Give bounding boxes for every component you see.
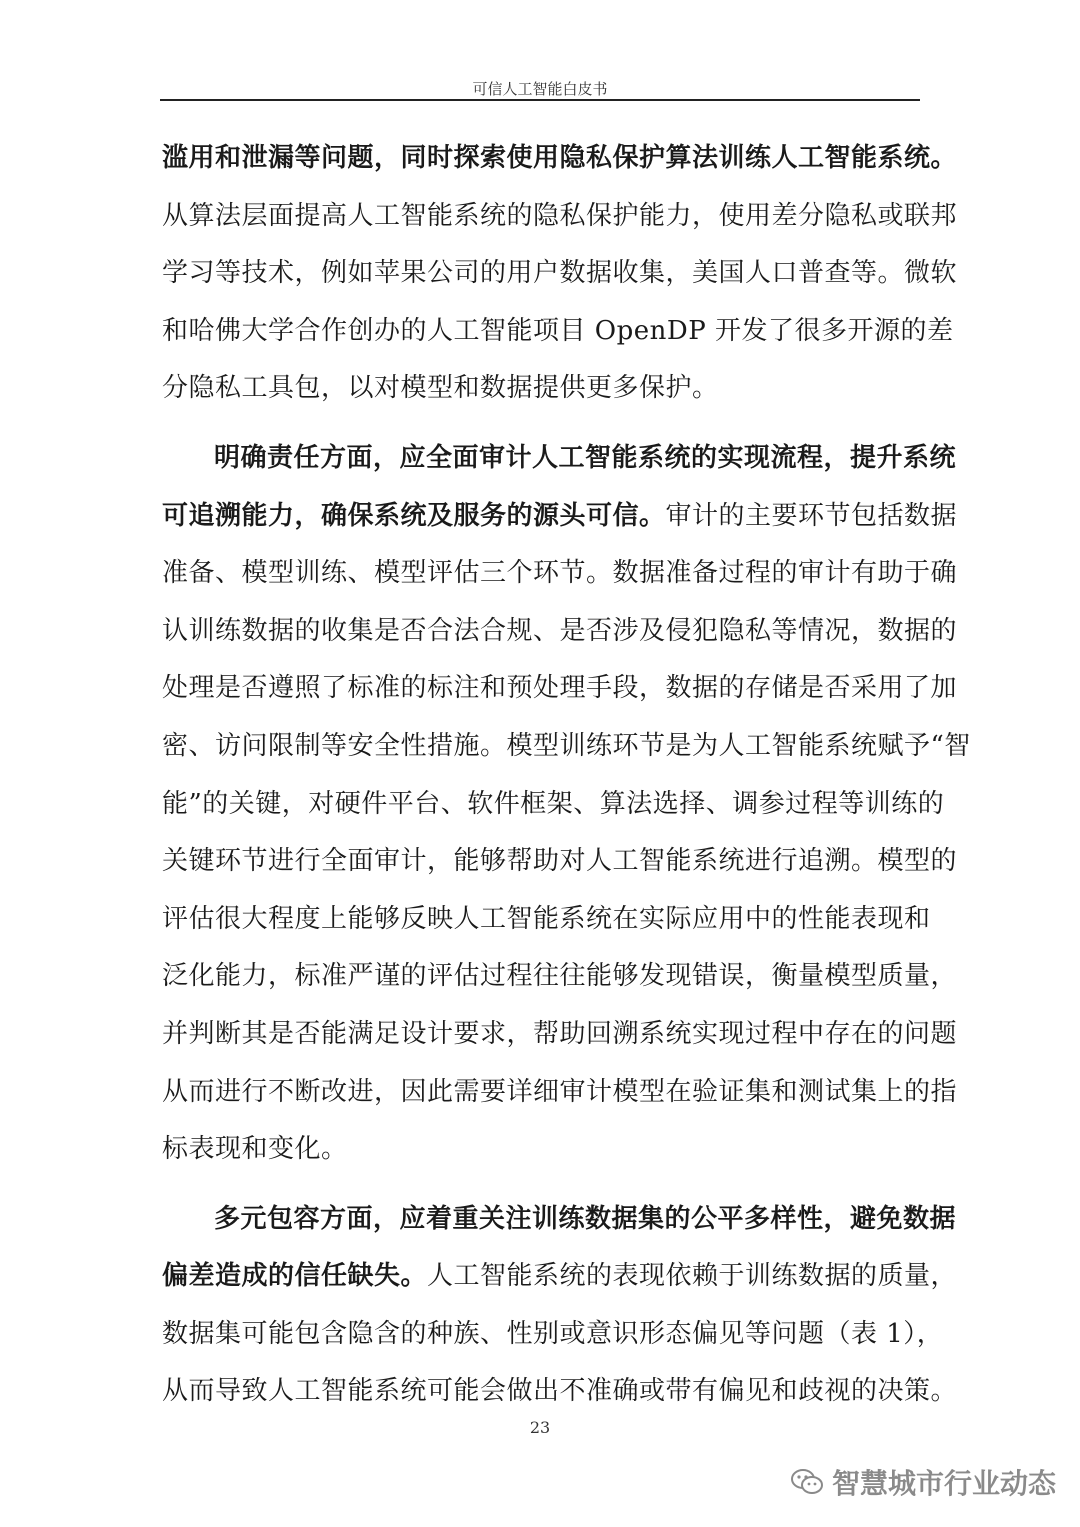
text-line: [162, 303, 954, 361]
text-line: [162, 660, 958, 718]
watermark: [790, 1462, 1056, 1502]
bold-text: 多元包容方面，应着重关注训练数据集的公平多样性，避免数据: [214, 1203, 957, 1234]
bold-text: 滥用和泄漏等问题，同时探索使用隐私保护算法训练人工智能系统。: [162, 143, 958, 173]
paragraph-inclusiveness: [162, 1191, 958, 1421]
body-text: 关键环节进行全面审计，能够帮助对人工智能系统进行追溯。模型的: [162, 846, 958, 877]
text-line: [162, 1191, 957, 1249]
text-line: [162, 360, 914, 418]
text-line: [162, 545, 958, 603]
body-text: 处理是否遵照了标准的标注和预处理手段，数据的存储是否采用了加: [162, 673, 958, 704]
body-text: 从算法层面提高人工智能系统的隐私保护能力，使用差分隐私或联邦: [162, 200, 958, 231]
watermark-text: 智慧城市行业动态: [832, 1467, 1057, 1500]
text-line: [162, 245, 958, 303]
body-text: 认训练数据的收集是否合法合规、是否涉及侵犯隐私等情况，数据的: [162, 615, 958, 646]
bold-text: 可追溯能力，确保系统及服务的源头可信。: [162, 500, 666, 531]
body-text: 学习等技术，例如苹果公司的用户数据收集，美国人口普查等。微软: [162, 258, 958, 289]
text-line: [162, 1306, 944, 1364]
body-text: 标表现和变化。: [162, 1134, 348, 1165]
text-line: [162, 776, 945, 834]
paragraph-privacy-continued: [162, 130, 958, 418]
running-header-title: 可信人工智能白皮书: [472, 80, 608, 98]
text-line: [162, 188, 958, 246]
body-text: 数据集可能包含隐含的种族、性别或意识形态偏见等问题（表 1），: [162, 1318, 944, 1349]
body-text: 和哈佛大学合作创办的人工智能项目 OpenDP 开发了很多开源的差: [162, 315, 954, 346]
text-line: [162, 488, 958, 546]
text-line: [162, 1121, 914, 1179]
body-text: 分隐私工具包，以对模型和数据提供更多保护。: [162, 373, 719, 404]
body-text: 评估很大程度上能够反映人工智能系统在实际应用中的性能表现和: [162, 903, 931, 934]
body-text: 审计的主要环节包括数据: [665, 500, 958, 531]
body-text: 泛化能力，标准严谨的评估过程往往能够发现错误，衡量模型质量，: [162, 961, 958, 992]
body-text: 密、访问限制等安全性措施。模型训练环节是为人工智能系统赋予“智: [162, 730, 971, 761]
text-line: [162, 603, 958, 661]
text-line: [162, 1363, 958, 1421]
body-text: 能”的关键，对硬件平台、软件框架、算法选择、调参过程等训练的: [162, 788, 945, 819]
text-line: [162, 1248, 958, 1306]
text-line: [162, 718, 971, 776]
header-rule: [160, 99, 920, 101]
body-content: [162, 130, 971, 1421]
text-line: [162, 430, 957, 488]
text-line: [162, 1006, 958, 1064]
bold-text: 明确责任方面，应全面审计人工智能系统的实现流程，提升系统: [214, 442, 957, 473]
text-line: [162, 130, 958, 188]
body-text: 并判断其是否能满足设计要求，帮助回溯系统实现过程中存在的问题: [162, 1018, 958, 1049]
body-text: 从而导致人工智能系统可能会做出不准确或带有偏见和歧视的决策。: [162, 1376, 958, 1407]
body-text: 人工智能系统的表现依赖于训练数据的质量，: [427, 1261, 958, 1292]
text-line: [162, 833, 958, 891]
text-line: [162, 948, 958, 1006]
paragraph-accountability: [162, 430, 971, 1179]
body-text: 从而进行不断改进，因此需要详细审计模型在验证集和测试集上的指: [162, 1076, 958, 1107]
bold-text: 偏差造成的信任缺失。: [162, 1261, 428, 1292]
text-line: [162, 891, 931, 949]
text-line: [162, 1064, 958, 1122]
page-number: 23: [529, 1418, 551, 1437]
wechat-icon: [790, 1467, 824, 1497]
body-text: 准备、模型训练、模型评估三个环节。数据准备过程的审计有助于确: [162, 558, 958, 589]
